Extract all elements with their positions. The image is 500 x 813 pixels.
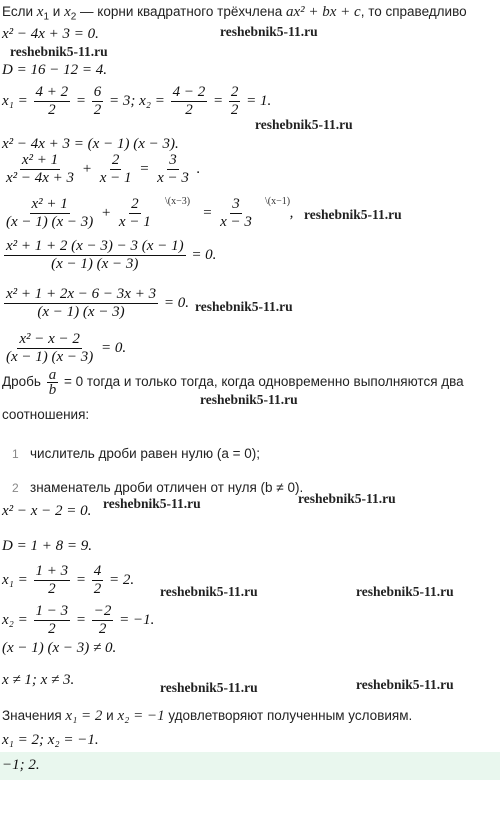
watermark: reshebnik5-11.ru	[103, 496, 201, 511]
root-x2: x₂ = $\frac{1 - 3}{2}$ = $\frac{-2}{2}$ = −1.	[2, 603, 155, 637]
quadratic-equation-2: x² − x − 2 = 0.	[2, 503, 92, 519]
factorization: x² − 4x + 3 = (x − 1) (x − 3).	[2, 136, 179, 152]
answer: −1; 2.	[2, 757, 40, 773]
watermark: reshebnik5-11.ru	[356, 677, 454, 692]
roots-line-1: x₁ = $\frac{4 + 2}{2}$ = $\frac{6}{2}$ = 3; x₂ = $\frac{4 - 2}{2}$ = $\frac{2}{2}$ = 1.	[2, 84, 272, 118]
discriminant-2: D = 1 + 8 = 9.	[2, 538, 92, 554]
watermark: reshebnik5-11.ru	[255, 117, 353, 132]
watermark: reshebnik5-11.ru	[195, 299, 293, 314]
watermark: reshebnik5-11.ru	[10, 44, 108, 59]
answer-box	[0, 752, 500, 780]
watermark: reshebnik5-11.ru	[160, 584, 258, 599]
watermark: reshebnik5-11.ru	[304, 207, 402, 222]
watermark: reshebnik5-11.ru	[356, 584, 454, 599]
watermark: reshebnik5-11.ru	[160, 680, 258, 695]
watermark: reshebnik5-11.ru	[200, 392, 298, 407]
watermark: reshebnik5-11.ru	[220, 24, 318, 39]
root-x1: x₁ = $\frac{1 + 3}{2}$ = $\frac{4}{2}$ = 2.	[2, 563, 135, 597]
equation-original: $\frac{\text{x² + 1}}{\text{x² − 4x + 3}}$ + $\frac{2}{x - 1}$ = $\frac{3}{x - 3}$ .	[6, 152, 201, 186]
restriction: (x − 1) (x − 3) ≠ 0.	[2, 640, 117, 656]
equation-combined: $\frac{\text{x² + 1 + 2 (x − 3) − 3 (x − 1)}}{(x - 1) (x - 3)}$ = 0.	[6, 238, 217, 272]
list-item: 1 числитель дроби равен нулю (a = 0);	[12, 446, 260, 461]
satisfy-text: Значения x₁ = 2 и x₂ = −1 удовлетворяют полученным условиям.	[2, 708, 413, 724]
multiplier-label: \(x−3)	[165, 196, 191, 207]
equation-expanded: $\frac{\text{x² + 1 + 2x − 6 − 3x + 3}}{(x - 1) (x - 3)}$ = 0.	[6, 286, 189, 320]
intro-text: Если $x_1$ и $x_2$ — корни квадратного трёхчлена ax² + bx + c, то справедливо	[2, 4, 467, 23]
fraction-rule: Дробь $\frac{a}{b}$ = 0 тогда и только тогда, когда одновременно выполняются два	[2, 367, 464, 398]
multiplier-label: \(x−1)	[265, 196, 291, 207]
restriction-values: x ≠ 1; x ≠ 3.	[2, 672, 75, 688]
equation-simplified: $\frac{\text{x² − x − 2}}{(x - 1) (x - 3)}$ = 0.	[6, 331, 127, 365]
final-roots: x₁ = 2; x₂ = −1.	[2, 732, 99, 748]
equation-common-denominator: $\frac{\text{x² + 1}}{(x - 1) (x - 3)}$ + $\frac{2}{x - 1}$ = $\frac{3}{x - 3}$ ,	[6, 196, 294, 230]
discriminant-1: D = 16 − 12 = 4.	[2, 62, 107, 78]
quadratic-equation-1: x² − 4x + 3 = 0.	[2, 26, 99, 42]
list-item: 2 знаменатель дроби отличен от нуля (b ≠ 0).	[12, 480, 304, 495]
fraction-rule-cont: соотношения:	[2, 407, 90, 422]
watermark: reshebnik5-11.ru	[298, 491, 396, 506]
